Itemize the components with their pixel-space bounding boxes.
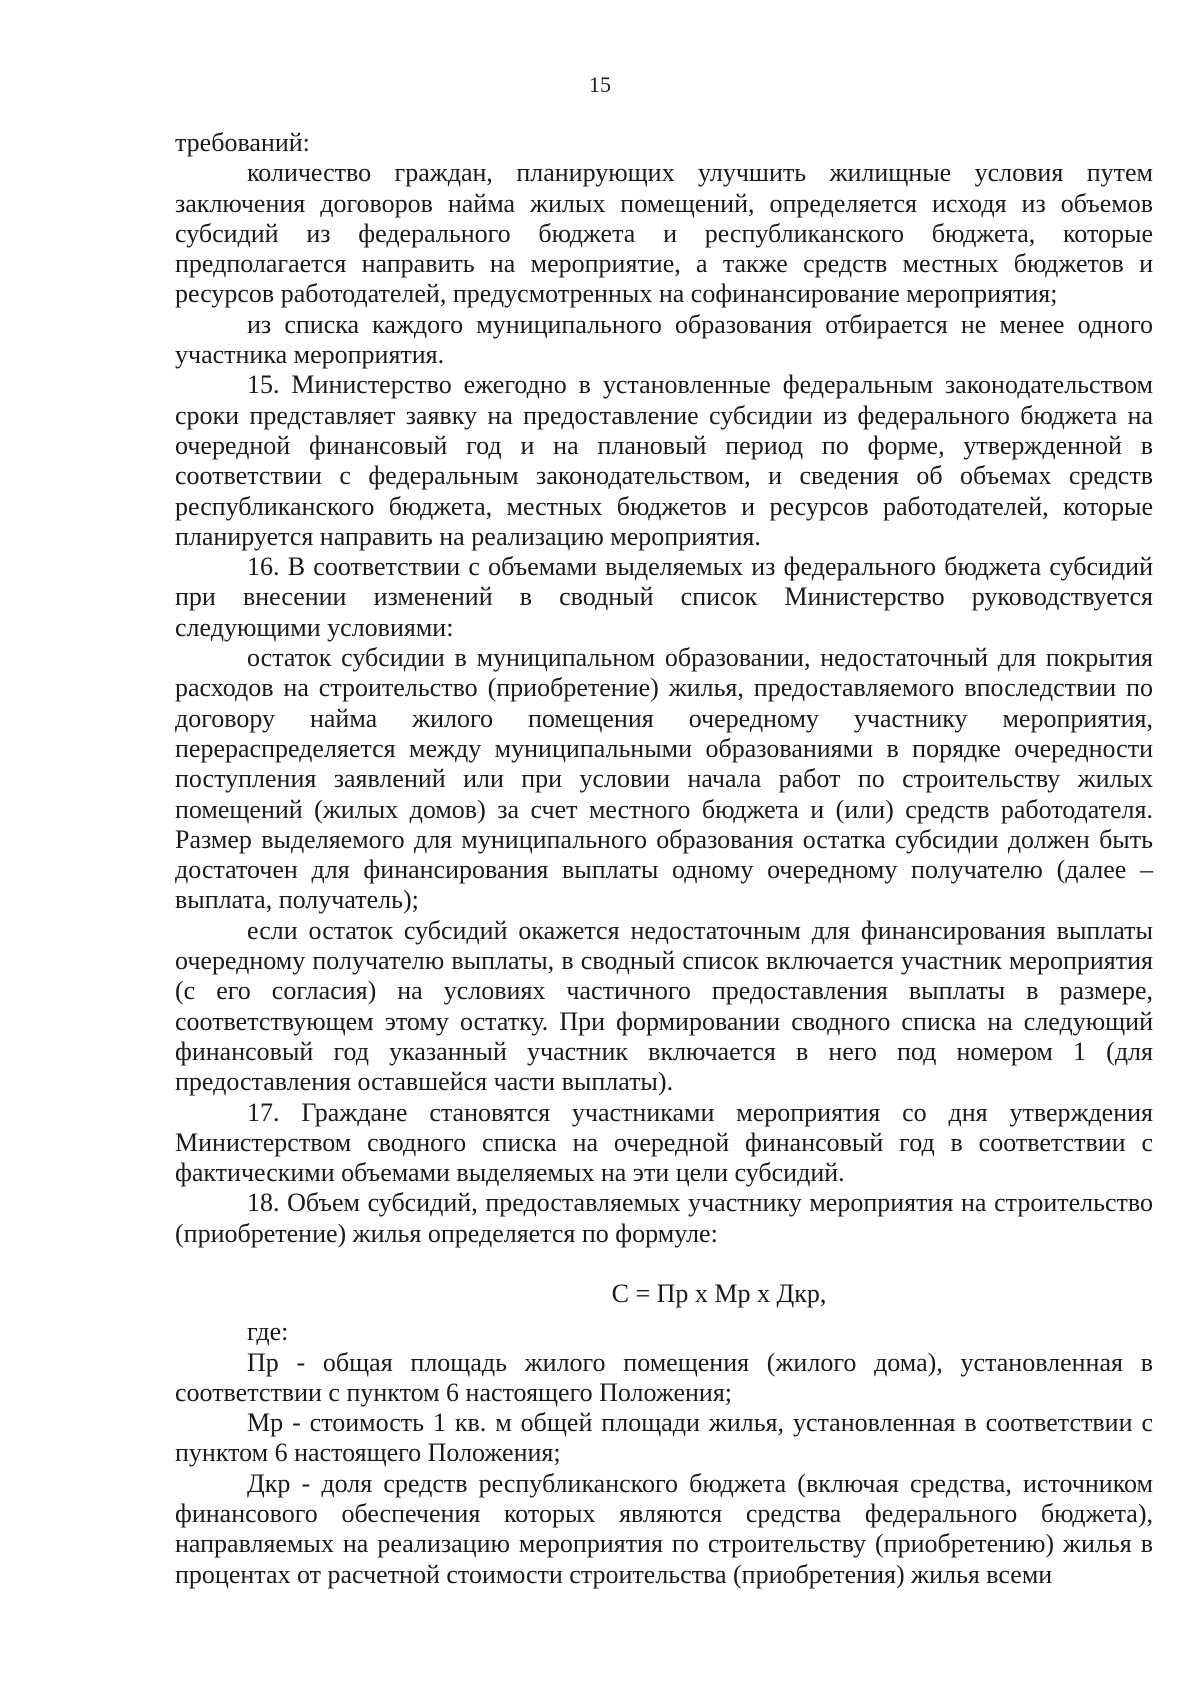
paragraph: если остаток субсидий окажется недостаточным для финансирования выплаты очередному получателю выплаты, в сводный список включается участник мероприятия (с его согласия) на условиях частичного предоставления выплаты в размере, соответствующем этому остатку. При формировании сводного списка на следующий финансовый год указанный участник включается в него под номером 1 (для предоставления оставшейся части выплаты). [175, 915, 1153, 1097]
paragraph-where: где: [247, 1317, 289, 1347]
definition-pr: Пр - общая площадь жилого помещения (жилого дома), установленная в соответствии с пунктом 6 настоящего Положения; [175, 1347, 1153, 1407]
paragraph: из списка каждого муниципального образования отбирается не менее одного участника мероприятия. [175, 309, 1153, 370]
page-number: 15 [589, 72, 611, 97]
paragraph: остаток субсидии в муниципальном образовании, недостаточный для покрытия расходов на строительство (приобретение) жилья, предоставляемого впоследствии по договору найма жилого помещения очередному участнику мероприятия, перераспределяется между муниципальными образованиями в порядке очередности поступления заявлений или при условии начала работ по строительству жилых помещений (жилых домов) за счет местного бюджета и (или) средств работодателя. Размер выделяемого для муниципального образования остатка субсидии должен быть достаточен для финансирования выплаты одному очередному получателю (далее – выплата, получатель); [175, 643, 1153, 915]
formula: С = Пр х Мр х Дкр, [611, 1278, 827, 1308]
paragraph-item-15: 15. Министерство ежегодно в установленные федеральным законодательством сроки представляет заявку на предоставление субсидии из федерального бюджета на очередной финансовый год и на плановый период по форме, утвержденной в соответствии с федеральным законодательством, и сведения об объемах средств республиканского бюджета, местных бюджетов и ресурсов работодателей, которые планируется направить на реализацию мероприятия. [175, 370, 1153, 551]
paragraph-item-16: 16. В соответствии с объемами выделяемых из федерального бюджета субсидий при внесении изменений в сводный список Министерство руководствуется следующими условиями: [175, 552, 1153, 642]
paragraph-continuation: требований: [175, 128, 310, 157]
definition-dkr: Дкр - доля средств республиканского бюджета (включая средства, источником финансового обеспечения которых являются средства федерального бюджета), направляемых на реализацию мероприятия по строительству (приобретению) жилья в процентах от расчетной стоимости строительства (приобретения) жилья всеми [175, 1468, 1153, 1589]
document-body [175, 128, 1153, 1590]
paragraph-item-17: 17. Граждане становятся участниками мероприятия со дня утверждения Министерством сводного списка на очередной финансовый год в соответствии с фактическими объемами выделяемых на эти цели субсидий. [175, 1097, 1153, 1188]
paragraph: количество граждан, планирующих улучшить жилищные условия путем заключения договоров найма жилых помещений, определяется исходя из объемов субсидий из федерального бюджета и республиканского бюджета, которые предполагается направить на мероприятие, а также средств местных бюджетов и ресурсов работодателей, предусмотренных на софинансирование мероприятия; [175, 158, 1153, 309]
definition-mr: Мр - стоимость 1 кв. м общей площади жилья, установленная в соответствии с пунктом 6 настоящего Положения; [175, 1408, 1153, 1468]
paragraph-item-18: 18. Объем субсидий, предоставляемых участнику мероприятия на строительство (приобретение) жилья определяется по формуле: [175, 1188, 1153, 1248]
